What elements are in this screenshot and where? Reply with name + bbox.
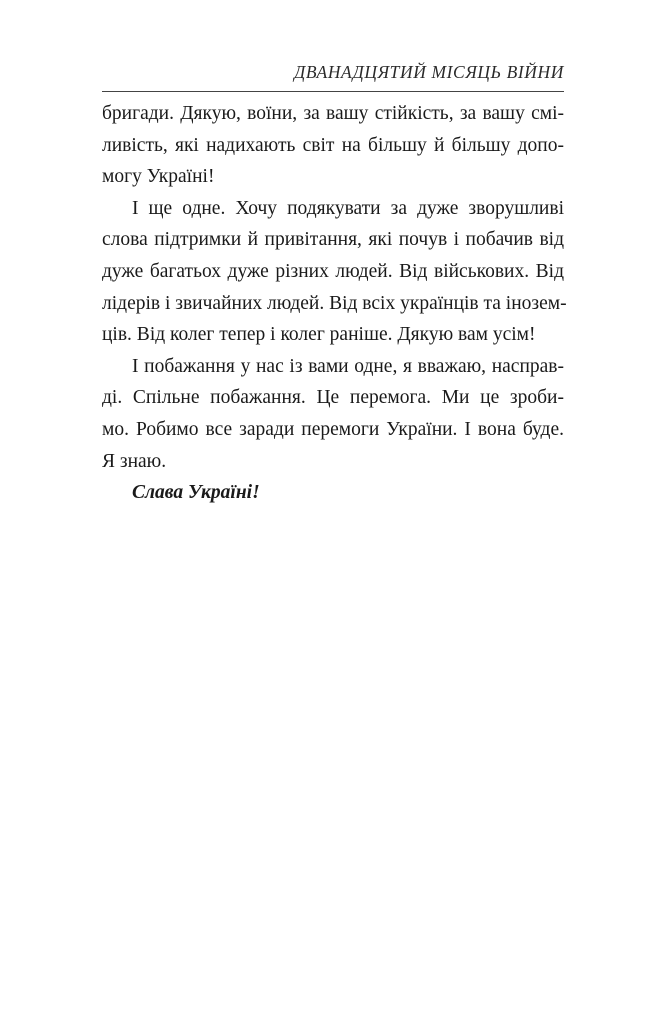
text-line: ливість, які надихають світ на більшу й більшу допо- xyxy=(102,134,564,156)
page-body xyxy=(102,98,567,509)
text-line: ців. Від колег тепер і колег раніше. Дякую вам усім! xyxy=(102,324,536,346)
closing-line: Слава Україні! xyxy=(132,482,260,504)
text-line: Я знаю. xyxy=(102,450,167,472)
header-rule xyxy=(102,91,564,92)
text-line: І побажання у нас із вами одне, я вважаю, насправ- xyxy=(132,355,564,377)
text-line: мо. Робимо все заради перемоги України. І вона буде. xyxy=(102,418,564,440)
text-line: могу Україні! xyxy=(102,166,215,188)
text-line: слова підтримки й привітання, які почув і побачив від xyxy=(102,229,564,251)
text-line: ді. Спільне побажання. Це перемога. Ми це зроби- xyxy=(102,387,564,409)
text-line: І ще одне. Хочу подякувати за дуже зворушливі xyxy=(132,197,564,219)
text-line: бригади. Дякую, воїни, за вашу стійкість, за вашу смі- xyxy=(102,103,564,124)
text-line: лідерів і звичайних людей. Від всіх українців та інозем- xyxy=(102,292,567,314)
running-head: ДВАНАДЦЯТИЙ МІСЯЦЬ ВІЙНИ xyxy=(294,62,564,82)
text-line: дуже багатьох дуже різних людей. Від військових. Від xyxy=(102,260,564,282)
